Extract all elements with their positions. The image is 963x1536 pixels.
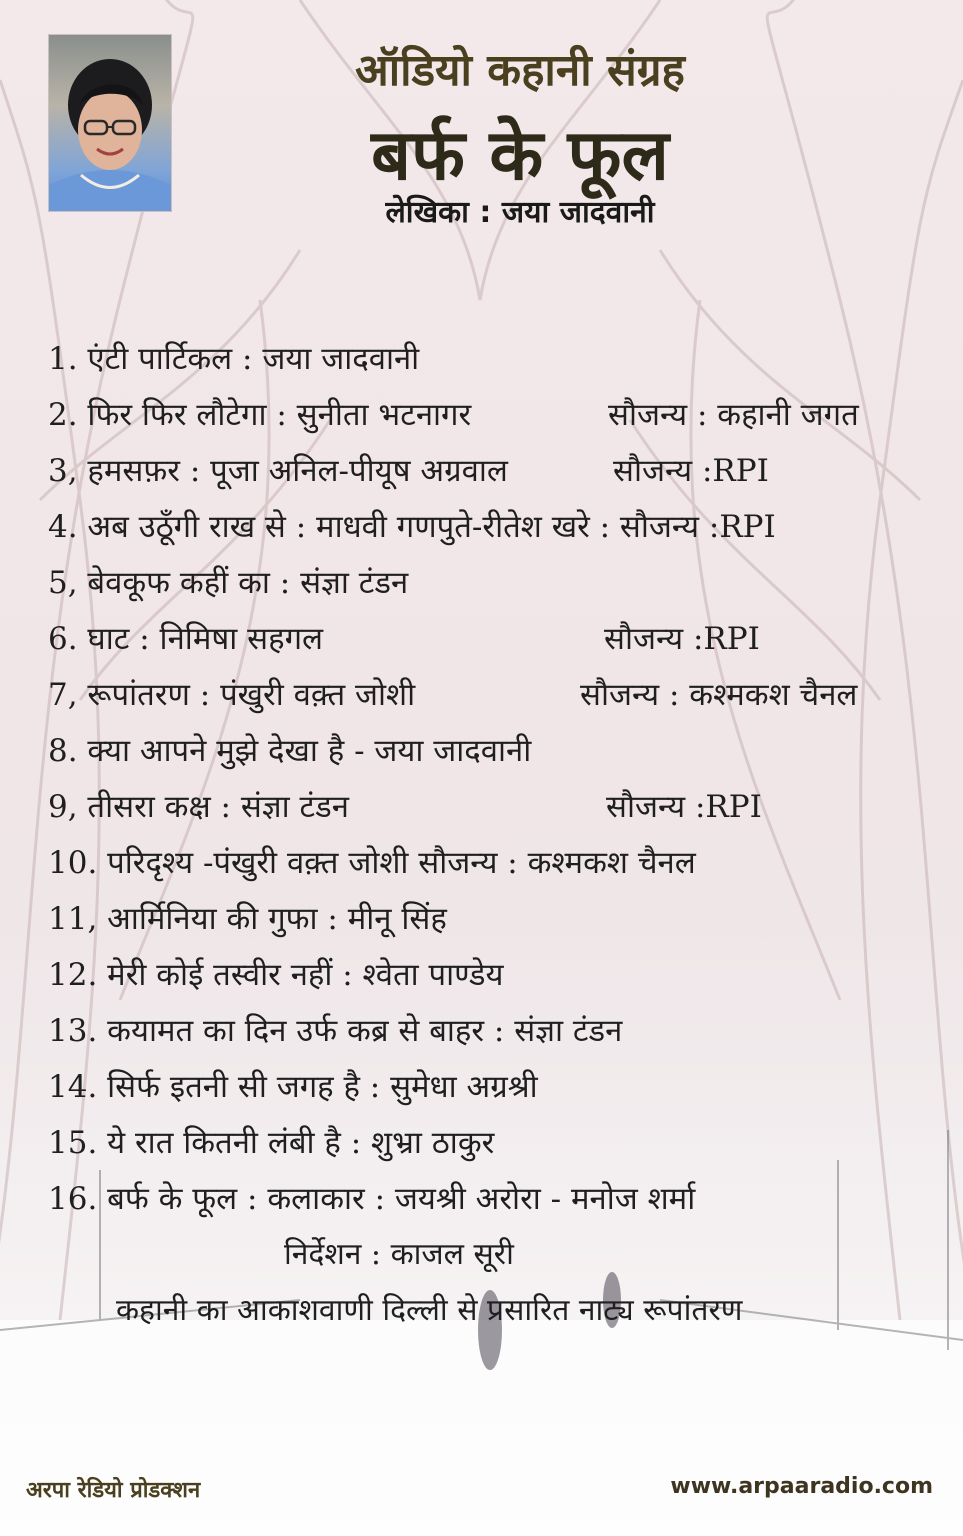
story-title: 5, बेवकूफ कहीं का : संज्ञा टंडन	[48, 565, 409, 601]
author-portrait-illustration	[49, 35, 171, 211]
story-title: 8. क्या आपने मुझे देखा है - जया जादवानी	[48, 733, 532, 769]
story-item	[48, 616, 760, 672]
story-item	[48, 728, 531, 784]
story-title: 15. ये रात कितनी लंबी है : शुभ्रा ठाकुर	[48, 1125, 495, 1161]
story-credit: सौजन्य : कहानी जगत	[608, 397, 859, 433]
story-item	[48, 1008, 622, 1064]
story-item	[48, 392, 859, 448]
direction-credit: निर्देशन : काजल सूरी	[284, 1237, 514, 1272]
story-item	[48, 1176, 695, 1232]
story-title: 10. परिदृश्य -पंखुरी वक़्त जोशी सौजन्य : कश्मकश चैनल	[48, 845, 696, 881]
story-title: 14. सिर्फ इतनी सी जगह है : सुमेधा अग्रश्री	[48, 1069, 538, 1105]
author-line: लेखिका : जया जादवानी	[385, 195, 655, 230]
story-title: 16. बर्फ के फूल : कलाकार : जयश्री अरोरा - मनोज शर्मा	[48, 1181, 696, 1217]
story-item	[48, 952, 503, 1008]
story-title: 13. कयामत का दिन उर्फ कब्र से बाहर : संज्ञा टंडन	[48, 1013, 623, 1049]
story-title: 9, तीसरा कक्ष : संज्ञा टंडन	[48, 789, 349, 825]
story-item	[48, 784, 762, 840]
story-title: 6. घाट : निमिषा सहगल	[48, 621, 324, 657]
story-title: 11, आर्मिनिया की गुफा : मीनू सिंह	[48, 901, 447, 937]
story-item	[48, 560, 408, 616]
story-credit: सौजन्य : कश्मकश चैनल	[580, 677, 858, 713]
website-link[interactable]: www.arpaaradio.com	[670, 1474, 933, 1499]
story-title: 12. मेरी कोई तस्वीर नहीं : श्वेता पाण्डेय	[48, 957, 504, 993]
story-item	[48, 504, 776, 560]
story-credit: सौजन्य :RPI	[606, 789, 762, 825]
story-item	[48, 896, 447, 952]
story-item	[48, 448, 769, 504]
author-photo	[48, 34, 172, 212]
story-credit: सौजन्य :RPI	[604, 621, 760, 657]
producer-name: अरपा रेडियो प्रोडक्शन	[26, 1478, 201, 1503]
story-item	[48, 672, 858, 728]
story-title: 2. फिर फिर लौटेगा : सुनीता भटनागर	[48, 397, 472, 433]
story-item	[48, 1064, 538, 1120]
story-credit: सौजन्य :RPI	[613, 453, 769, 489]
story-title: 4. अब उठूँगी राख से : माधवी गणपुते-रीतेश खरे : सौजन्य :RPI	[48, 509, 776, 545]
collection-subtitle: ऑडियो कहानी संग्रह	[355, 45, 685, 96]
story-item	[48, 1120, 494, 1176]
story-title: 3, हमसफ़र : पूजा अनिल-पीयूष अग्रवाल	[48, 453, 508, 489]
story-item	[48, 336, 419, 392]
broadcast-note: कहानी का आकाशवाणी दिल्ली से प्रसारित नाट्य रूपांतरण	[116, 1293, 743, 1328]
story-title: 7, रूपांतरण : पंखुरी वक़्त जोशी	[48, 677, 416, 713]
story-title: 1. एंटी पार्टिकल : जया जादवानी	[48, 341, 420, 377]
story-item	[48, 840, 696, 896]
collection-title: बर्फ के फूल	[371, 114, 669, 196]
